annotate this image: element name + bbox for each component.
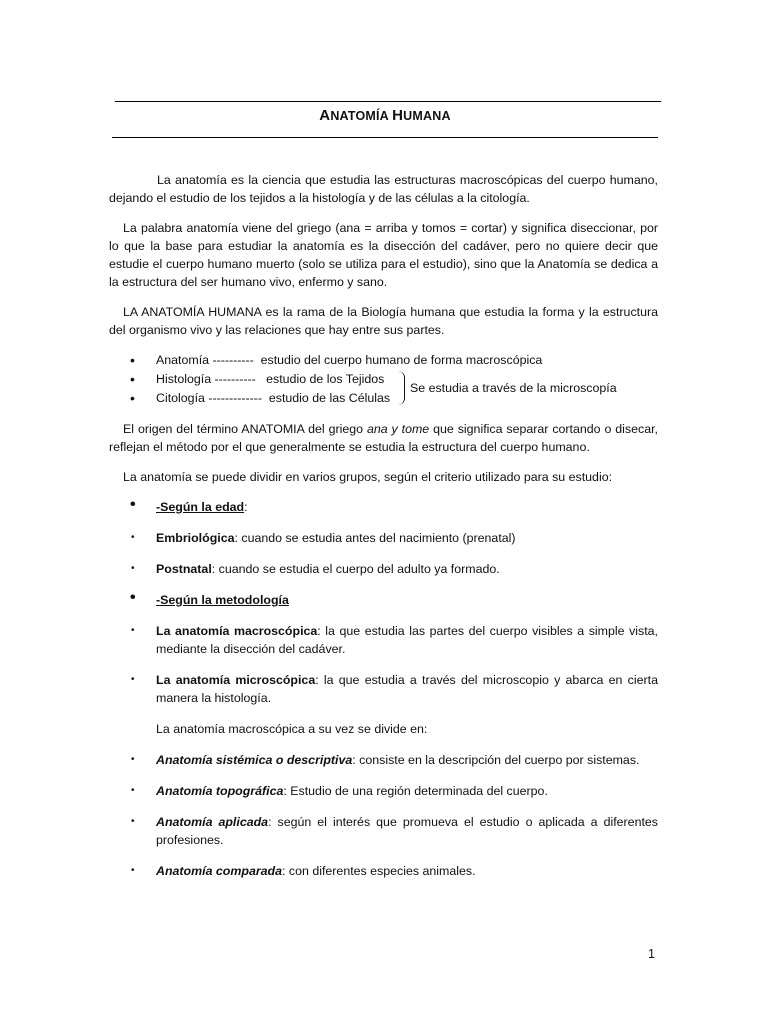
- brace-label: Se estudia a través de la microscopía: [410, 381, 617, 395]
- paragraph-groups-intro: La anatomía se puede dividir en varios grupos, según el criterio utilizado para su estudio:: [123, 470, 613, 484]
- paragraph-origin: El origen del término ANATOMIA del griego ana y tome que significa separar cortando o disecar, reflejan el método por el que generalmente se estudia la estructura del cuerpo humano.: [109, 422, 658, 454]
- list-item: • Postnatal: cuando se estudia el cuerpo del adulto ya formado.: [109, 560, 658, 578]
- list-item: • Citología ------------- estudio de las Células: [109, 389, 658, 408]
- classification-list: [109, 498, 658, 880]
- list-item: • Anatomía sistémica o descriptiva: consiste en la descripción del cuerpo por sistemas.: [109, 751, 658, 769]
- title-rule-bottom: [112, 137, 658, 138]
- list-item: • -Según la edad:: [109, 498, 658, 516]
- list-item: • Histología ---------- estudio de los Tejidos: [109, 370, 658, 389]
- list-item: • Anatomía ---------- estudio del cuerpo humano de forma macroscópica: [109, 351, 658, 370]
- list-item: • La anatomía macroscópica: la que estudia las partes del cuerpo visibles a simple vista, mediante la disección del cadáver.: [109, 622, 658, 658]
- paragraph-human-anatomy: LA ANATOMÍA HUMANA es la rama de la Biología humana que estudia la forma y la estructura del organismo vivo y las relaciones que hay entre sus partes.: [109, 305, 658, 337]
- list-item: • Anatomía comparada: con diferentes especies animales.: [109, 862, 658, 880]
- list-item: • -Según la metodología: [109, 591, 658, 609]
- paragraph-definition: La anatomía es la ciencia que estudia las estructuras macroscópicas del cuerpo humano, dejando el estudio de los tejidos a la histología y de las células a la citología.: [109, 173, 658, 205]
- list-item: • La anatomía microscópica: la que estudia a través del microscopio y abarca en cierta manera la histología.: [109, 671, 658, 707]
- list-item: La anatomía macroscópica a su vez se divide en:: [156, 722, 428, 736]
- disciplines-list: [109, 351, 658, 408]
- curly-brace: [398, 371, 405, 405]
- paragraph-etymology: La palabra anatomía viene del griego (ana = arriba y tomos = cortar) y significa diseccionar, por lo que la base para estudiar la anatomía es la disección del cadáver, pero no quiere decir que estudie el cuerpo humano muerto (solo se utiliza para el estudio), sino que la Anatomía se dedica a la estructura del ser humano vivo, enfermo y sano.: [109, 221, 658, 289]
- list-item: • Anatomía aplicada: según el interés que promueva el estudio o aplicada a diferentes profesiones.: [109, 813, 658, 849]
- page-number: 1: [648, 947, 655, 961]
- list-item: • Embriológica: cuando se estudia antes del nacimiento (prenatal): [109, 529, 658, 547]
- list-item: • Anatomía topográfica: Estudio de una región determinada del cuerpo.: [109, 782, 658, 800]
- document-body: [109, 171, 658, 893]
- page-title: ANATOMÍA HUMANA: [319, 107, 451, 124]
- title-rule-top: [115, 101, 661, 102]
